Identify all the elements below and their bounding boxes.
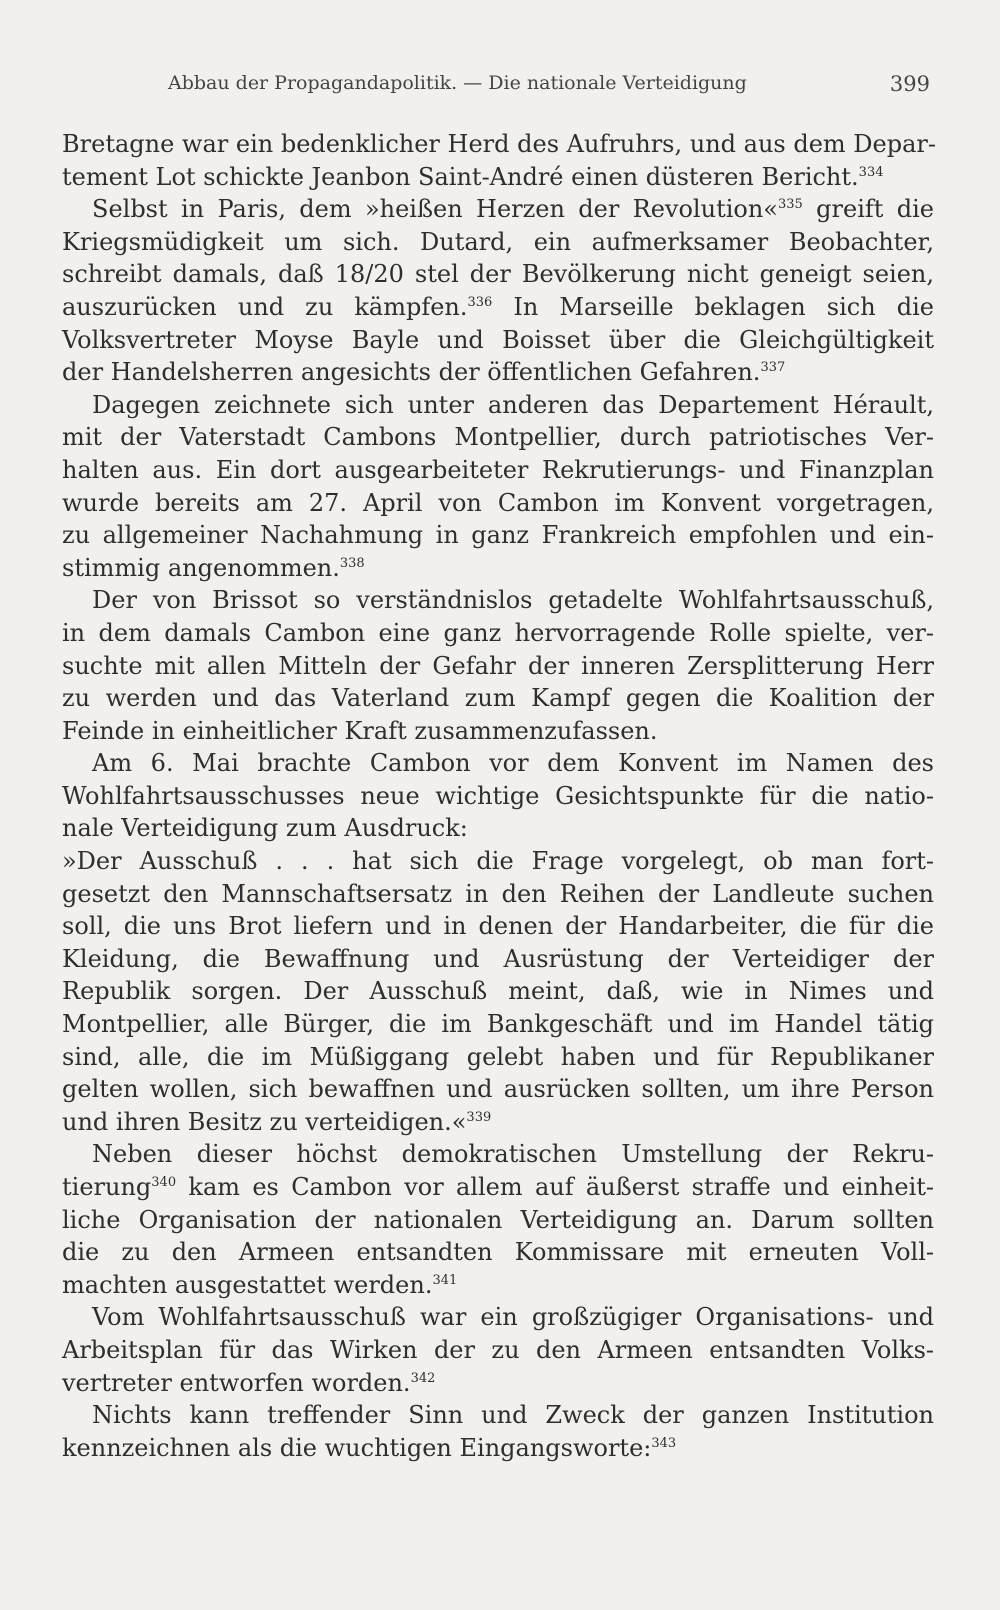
text-line [62, 910, 934, 943]
line-text: gelten wollen, sich bewaffnen und ausrücken sollten, um ihre Person [62, 1075, 934, 1104]
line-text: der Handelsherren angesichts der öffentlichen Gefahren. [62, 358, 761, 387]
line-text: machten ausgestattet werden. [62, 1270, 433, 1299]
line-text: zu allgemeiner Nachahmung in ganz Frankreich empfohlen und ein- [62, 521, 934, 550]
line-text: mit der Vaterstadt Cambons Montpellier, durch patriotisches Ver- [62, 423, 934, 452]
line-text: suchte mit allen Mitteln der Gefahr der inneren Zersplitterung Herr [62, 651, 934, 680]
running-title: Abbau der Propagandapolitik. — Die nationale Verteidigung [168, 72, 747, 94]
text-line [62, 975, 934, 1008]
line-text: Arbeitsplan für das Wirken der zu den Armeen entsandten Volks- [62, 1335, 934, 1364]
footnote-marker: 340 [151, 1175, 177, 1190]
line-text: schreibt damals, daß 18/20 stel der Bevölkerung nicht geneigt seien, [62, 260, 934, 289]
line-text: Der von Brissot so verständnislos getadelte Wohlfahrtsausschuß, [92, 586, 934, 615]
line-text: stimmig angenommen. [62, 553, 340, 582]
line-text: tierung [62, 1173, 152, 1201]
line-text: Montpellier, alle Bürger, die im Bankgeschäft und im Handel tätig [62, 1010, 934, 1039]
text-line [62, 715, 934, 748]
line-text: nale Verteidigung zum Ausdruck: [62, 814, 468, 843]
line-text: wurde bereits am 27. April von Cambon im Konvent vorgetragen, [62, 488, 934, 517]
line-text-continued: greift die [802, 195, 934, 224]
text-line [62, 128, 937, 161]
line-text: Am 6. Mai brachte Cambon vor dem Konvent im Namen des [92, 749, 934, 778]
text-line [62, 584, 934, 617]
text-line [62, 1106, 934, 1139]
line-text-continued: In Marseille beklagen sich die [492, 292, 935, 321]
footnote-marker: 339 [466, 1109, 492, 1125]
line-text: vertreter entworfen worden. [62, 1368, 411, 1397]
text-line [62, 682, 934, 715]
line-text: Republik sorgen. Der Ausschuß meint, daß, wie in Nimes und [62, 977, 934, 1006]
line-text: Kriegsmüdigkeit um sich. Dutard, ein aufmerksamer Beobachter, [62, 227, 934, 256]
text-line [62, 617, 934, 650]
line-text: und ihren Besitz zu verteidigen.« [62, 1107, 467, 1136]
text-line [62, 291, 934, 324]
line-text: tement Lot schickte Jeanbon Saint-André einen düsteren Bericht. [62, 162, 859, 191]
text-line [62, 943, 934, 976]
text-line [62, 487, 934, 520]
line-text: Bretagne war ein bedenklicher Herd des Aufruhrs, und aus dem Depar- [62, 130, 937, 158]
footnote-marker: 337 [760, 360, 786, 376]
text-line [62, 324, 934, 357]
footnote-marker: 334 [858, 164, 884, 180]
page-number: 399 [889, 72, 930, 96]
footnote-marker: 335 [777, 197, 803, 213]
line-text: Nichts kann treffender Sinn und Zweck der ganzen Institution [92, 1401, 934, 1430]
text-line [62, 747, 934, 780]
text-line [62, 780, 934, 813]
text-line [62, 519, 934, 552]
text-line [62, 1008, 934, 1041]
line-text: Vom Wohlfahrtsausschuß war ein großzügiger Organisations- und [92, 1303, 934, 1332]
text-line [62, 1367, 934, 1400]
footnote-marker: 343 [651, 1435, 677, 1451]
footnote-marker: 341 [432, 1272, 458, 1288]
text-line [62, 226, 934, 259]
line-text: liche Organisation der nationalen Verteidigung an. Darum sollten [62, 1205, 934, 1234]
line-text: die zu den Armeen entsandten Kommissare mit erneuten Voll- [62, 1238, 934, 1267]
line-text: Volksvertreter Moyse Bayle und Boisset über die Gleichgültigkeit [62, 325, 934, 354]
text-line [62, 650, 934, 683]
text-line [62, 1301, 934, 1334]
line-text: Dagegen zeichnete sich unter anderen das Departement Hérault, [92, 390, 934, 419]
line-text: sind, alle, die im Müßiggang gelebt haben und für Republikaner [62, 1042, 934, 1071]
text-line [62, 1073, 934, 1106]
line-text: auszurücken und zu kämpfen. [62, 292, 468, 321]
text-line [62, 1334, 934, 1367]
line-text: Neben dieser höchst demokratischen Umstellung der Rekru- [92, 1140, 934, 1169]
line-text: Feinde in einheitlicher Kraft zusammenzufassen. [62, 716, 658, 745]
text-line [62, 1138, 934, 1171]
line-text: soll, die uns Brot liefern und in denen der Handarbeiter, die für die [62, 912, 934, 941]
line-text: Kleidung, die Bewaffnung und Ausrüstung der Verteidiger der [62, 944, 934, 973]
text-line [62, 878, 934, 911]
text-line [62, 1432, 934, 1465]
text-line [62, 1269, 934, 1302]
line-text: zu werden und das Vaterland zum Kampf gegen die Koalition der [62, 684, 934, 713]
line-text: Selbst in Paris, dem »heißen Herzen der Revolution« [92, 195, 778, 224]
line-text: »Der Ausschuß . . . hat sich die Frage vorgelegt, ob man fort- [62, 847, 934, 876]
text-line [62, 258, 934, 291]
footnote-marker: 336 [467, 294, 493, 310]
text-line [62, 1236, 934, 1269]
line-text: in dem damals Cambon eine ganz hervorragende Rolle spielte, ver- [62, 618, 934, 647]
text-line [62, 845, 934, 878]
text-line [62, 1399, 934, 1432]
text-line [62, 1041, 934, 1074]
line-text: kennzeichnen als die wuchtigen Eingangsworte: [62, 1433, 652, 1462]
line-text-continued: kam es Cambon vor allem auf äußerst straffe und einheit- [176, 1173, 934, 1201]
text-line [62, 389, 934, 422]
text-line [62, 454, 934, 487]
line-text: Wohlfahrtsausschusses neue wichtige Gesichtspunkte für die natio- [62, 781, 934, 810]
text-line [62, 421, 934, 454]
line-text: gesetzt den Mannschaftsersatz in den Reihen der Landleute suchen [62, 879, 934, 908]
footnote-marker: 342 [410, 1370, 436, 1386]
text-line [62, 552, 934, 585]
text-line [62, 161, 934, 194]
text-line [62, 1204, 934, 1237]
text-line [62, 193, 934, 226]
line-text: halten aus. Ein dort ausgearbeiteter Rekrutierungs- und Finanzplan [62, 455, 934, 484]
text-line [62, 356, 934, 389]
text-line [62, 1171, 934, 1204]
body-text [62, 128, 937, 1464]
footnote-marker: 338 [339, 555, 365, 571]
text-line [62, 812, 934, 845]
